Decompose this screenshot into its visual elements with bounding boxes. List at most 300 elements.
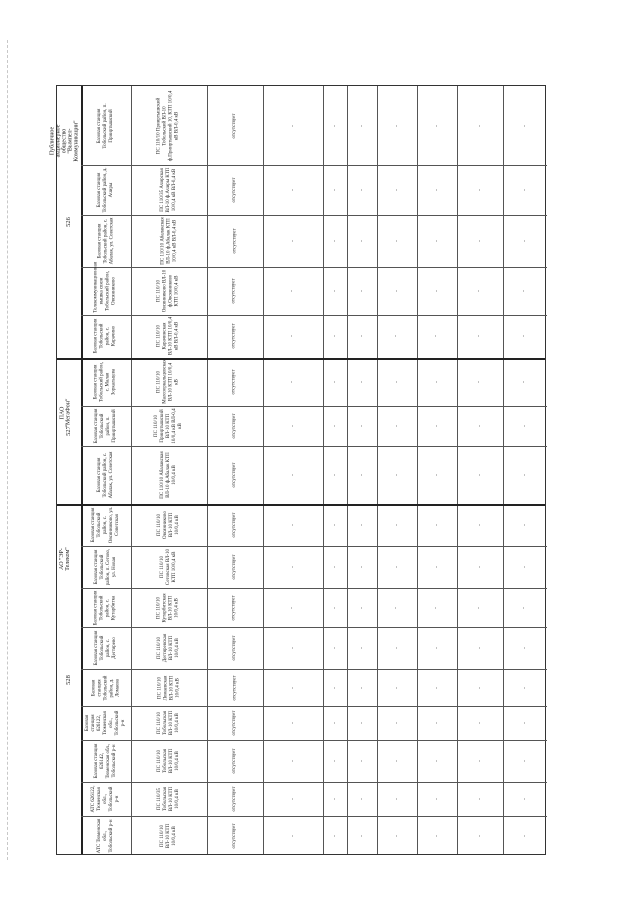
- empty-value-cell: [417, 627, 457, 669]
- empty-value-cell-text: -: [359, 647, 365, 650]
- power-line-cell: [131, 782, 207, 816]
- status-cell: [207, 406, 263, 446]
- empty-value-cell-text: -: [289, 335, 296, 338]
- power-line-cell-text: ПС 110/10 Тобольская ВЛ-10 КТП 10/0,4 кВ: [157, 748, 180, 774]
- empty-value-cell: [377, 446, 417, 504]
- empty-value-cell: [417, 669, 457, 706]
- empty-value-cell: [457, 782, 503, 816]
- site-address-cell-text: Базовая станция 626122, Тюменская обл., Тобольский р-н: [85, 710, 126, 736]
- empty-value-cell: [263, 740, 323, 782]
- empty-value-cell-text: -: [522, 798, 528, 801]
- empty-value-cell-text: -: [393, 606, 400, 609]
- power-line-cell-text: ПС 110/35 Тобольская ВЛ-10 КТП 10/0,4 кВ: [157, 786, 180, 812]
- empty-value-cell-text: -: [332, 240, 338, 243]
- empty-value-cell-text: -: [359, 686, 365, 689]
- empty-value-cell-text: -: [332, 647, 338, 650]
- empty-value-cell-text: -: [522, 565, 528, 568]
- power-line-cell-text: ПС 110/10 Абалакская ВЛ-10 ф.Абалак КТП 10/0,4 кВ ВЛ-0,4 кВ: [159, 217, 177, 265]
- status-cell: [207, 86, 263, 165]
- empty-value-cell-text: -: [433, 335, 440, 338]
- empty-value-cell-text: -: [359, 834, 365, 837]
- empty-value-cell-text: -: [290, 188, 296, 191]
- row-number: 527: [65, 426, 72, 436]
- empty-value-cell: [347, 546, 377, 588]
- empty-value-cell: [263, 627, 323, 669]
- empty-value-cell-text: -: [332, 798, 338, 801]
- empty-value-cell: [347, 165, 377, 215]
- empty-value-cell-text: -: [359, 473, 365, 476]
- empty-value-cell-text: -: [434, 290, 440, 293]
- empty-value-cell: [503, 504, 547, 546]
- empty-value-cell: [377, 816, 417, 856]
- empty-value-cell: [457, 267, 503, 314]
- status-cell-text: отсутствует: [232, 710, 237, 736]
- empty-value-cell-text: -: [332, 124, 338, 127]
- site-address-cell: [81, 588, 131, 627]
- power-line-cell: [131, 740, 207, 782]
- empty-value-cell-text: -: [434, 523, 440, 526]
- empty-value-cell-text: -: [290, 760, 296, 763]
- empty-value-cell: [503, 165, 547, 215]
- status-cell-text: отсутствует: [232, 635, 237, 661]
- empty-value-cell-text: -: [434, 760, 440, 763]
- empty-value-cell: [377, 358, 417, 405]
- status-cell-text: отсутствует: [231, 823, 237, 849]
- site-address-cell-text: Базовая станция Тобольский район, с. Кутарбитка: [93, 590, 117, 625]
- empty-value-cell: [347, 627, 377, 669]
- empty-value-cell-text: -: [289, 834, 296, 837]
- status-cell-text: отсутствует: [231, 595, 237, 621]
- empty-value-cell-text: -: [477, 124, 483, 127]
- site-address-cell: [81, 782, 131, 816]
- empty-value-cell-text: -: [434, 647, 440, 650]
- empty-value-cell-text: -: [359, 565, 365, 568]
- status-cell-text: отсутствует: [232, 748, 237, 774]
- empty-value-cell: [263, 358, 323, 405]
- empty-value-cell-text: -: [522, 722, 528, 725]
- empty-value-cell-text: -: [521, 424, 528, 427]
- empty-value-cell: [503, 215, 547, 268]
- empty-value-cell-text: -: [290, 798, 296, 801]
- empty-value-cell-text: -: [359, 606, 365, 609]
- status-cell: [207, 627, 263, 669]
- empty-value-cell: [503, 740, 547, 782]
- empty-value-cell-text: -: [359, 523, 365, 526]
- empty-value-cell: [323, 165, 347, 215]
- empty-value-cell-text: -: [434, 686, 440, 689]
- site-address-cell: [81, 406, 131, 446]
- empty-value-cell-text: -: [477, 686, 483, 689]
- empty-value-cell: [417, 546, 457, 588]
- empty-value-cell-text: -: [521, 834, 528, 837]
- status-cell-text: отсутствует: [231, 369, 237, 395]
- site-address-cell: [81, 165, 131, 215]
- empty-value-cell-text: -: [477, 798, 483, 801]
- empty-value-cell: [457, 816, 503, 856]
- power-line-cell-text: ПС 110/10 Сетовская ВЛ-10 КТП 10/0,4 кВ: [160, 548, 177, 586]
- power-line-cell: [131, 406, 207, 446]
- empty-value-cell: [503, 627, 547, 669]
- site-address-cell-text: Базовая станция Тобольский район, д. Ломаева: [91, 675, 120, 701]
- status-cell: [207, 588, 263, 627]
- empty-value-cell: [323, 446, 347, 504]
- empty-value-cell-text: -: [522, 647, 528, 650]
- empty-value-cell-text: -: [522, 760, 528, 763]
- empty-value-cell-text: -: [393, 424, 400, 427]
- site-address-cell-text: Базовая станция Тобольский район, с. Дегтярево: [94, 630, 117, 666]
- empty-value-cell: [263, 86, 323, 165]
- empty-value-cell-text: -: [332, 424, 338, 427]
- empty-value-cell-text: -: [290, 523, 296, 526]
- empty-value-cell: [263, 504, 323, 546]
- empty-value-cell: [503, 816, 547, 856]
- empty-value-cell: [377, 706, 417, 740]
- power-line-cell: [131, 706, 207, 740]
- empty-value-cell: [347, 782, 377, 816]
- empty-value-cell-text: -: [359, 240, 365, 243]
- empty-value-cell-text: -: [359, 124, 365, 127]
- empty-value-cell-text: -: [522, 523, 528, 526]
- site-address-cell: [81, 816, 131, 856]
- empty-value-cell: [323, 740, 347, 782]
- empty-value-cell-text: -: [332, 523, 338, 526]
- empty-value-cell-text: -: [289, 606, 296, 609]
- empty-value-cell: [457, 504, 503, 546]
- scan-fold-line: [7, 40, 8, 860]
- site-address-cell: [81, 446, 131, 504]
- empty-value-cell: [347, 446, 377, 504]
- empty-value-cell: [323, 588, 347, 627]
- empty-value-cell-text: -: [433, 424, 440, 427]
- empty-value-cell: [457, 706, 503, 740]
- empty-value-cell-text: -: [359, 722, 365, 725]
- power-line-cell-text: ПС 110/10 Кутарбитская ВЛ-10 КТП 10/0,4 кВ: [156, 593, 180, 623]
- empty-value-cell-text: -: [290, 647, 296, 650]
- empty-value-cell-text: -: [477, 565, 483, 568]
- empty-value-cell: [457, 740, 503, 782]
- organization-name-cell: [50, 86, 81, 196]
- power-line-cell-text: ПС 110/10 Овсянниково ВЛ-10 КТП 10/0,4 кВ: [157, 510, 180, 539]
- empty-value-cell: [457, 627, 503, 669]
- empty-value-cell-text: -: [521, 380, 528, 383]
- empty-value-cell: [377, 669, 417, 706]
- site-address-cell-text: Базовая станция Тобольский район, с. Карачино: [93, 319, 117, 354]
- empty-value-cell-text: -: [394, 523, 400, 526]
- empty-value-cell: [347, 406, 377, 446]
- status-cell: [207, 816, 263, 856]
- status-cell: [207, 504, 263, 546]
- empty-value-cell-text: -: [359, 760, 365, 763]
- status-cell-text: отсутствует: [231, 278, 237, 304]
- empty-value-cell: [347, 358, 377, 405]
- power-line-cell-text: ПС 110/10 Прииртышский Тобольский ВЛ-10 ф.Прииртышский 10, КТП 10/0,4 кВ ВЛ-0,4 кВ: [156, 90, 180, 161]
- empty-value-cell-text: -: [359, 380, 365, 383]
- empty-value-cell-text: -: [433, 606, 440, 609]
- status-cell: [207, 165, 263, 215]
- empty-value-cell-text: -: [394, 380, 400, 383]
- empty-value-cell: [347, 816, 377, 856]
- site-address-cell-text: Базовая станция Тобольский район, д. Ачиры: [97, 167, 114, 213]
- empty-value-cell-text: -: [522, 188, 528, 191]
- empty-value-cell-text: -: [477, 240, 483, 243]
- empty-value-cell: [323, 546, 347, 588]
- status-cell-text: отсутствует: [232, 554, 237, 580]
- status-cell: [207, 546, 263, 588]
- empty-value-cell: [503, 406, 547, 446]
- empty-value-cell: [263, 546, 323, 588]
- empty-value-cell-text: -: [394, 290, 400, 293]
- empty-value-cell: [263, 267, 323, 314]
- power-line-cell-text: ПС 110/10 Малозоркальцевская ВЛ-10 КТП 10/0,4 кВ: [156, 359, 180, 404]
- status-cell-text: отсутствует: [232, 462, 237, 488]
- status-cell: [207, 740, 263, 782]
- empty-value-cell-text: -: [476, 834, 483, 837]
- empty-value-cell-text: -: [289, 380, 296, 383]
- empty-value-cell: [377, 315, 417, 358]
- power-line-cell-text: ПС 110/10 ВЛ-10 КТП 10/0,4 кВ: [159, 823, 177, 849]
- empty-value-cell: [377, 504, 417, 546]
- empty-value-cell: [347, 267, 377, 314]
- empty-value-cell: [263, 816, 323, 856]
- site-address-cell: [81, 315, 131, 358]
- empty-value-cell-text: -: [521, 290, 528, 293]
- empty-value-cell: [417, 706, 457, 740]
- site-address-cell-text: Базовая станция 626142, Тюменская обл., Тобольский р-н: [94, 743, 117, 779]
- empty-value-cell: [457, 588, 503, 627]
- power-line-cell: [131, 588, 207, 627]
- empty-value-cell: [347, 315, 377, 358]
- power-line-cell: [131, 504, 207, 546]
- power-line-cell-text: ПС 110/10 Овсянниково ВЛ-10 ф.Овсянниково КТП 10/0,4 кВ: [156, 269, 180, 313]
- power-line-cell: [131, 358, 207, 405]
- empty-value-cell-text: -: [393, 335, 400, 338]
- empty-value-cell-text: -: [290, 686, 296, 689]
- site-address-cell-text: Базовая станция Тобольский район, с. Абалак, ул. Советская: [97, 451, 114, 499]
- empty-value-cell-text: -: [434, 188, 440, 191]
- empty-value-cell: [377, 740, 417, 782]
- empty-value-cell: [417, 215, 457, 268]
- power-line-cell: [131, 627, 207, 669]
- status-cell-text: отсутствует: [232, 675, 237, 701]
- organization-name-cell: [59, 504, 71, 614]
- empty-value-cell: [417, 816, 457, 856]
- status-cell-text: отсутствует: [232, 177, 237, 203]
- empty-value-cell-text: -: [289, 290, 296, 293]
- empty-value-cell: [347, 669, 377, 706]
- power-line-cell: [131, 165, 207, 215]
- empty-value-cell: [457, 546, 503, 588]
- empty-value-cell: [417, 782, 457, 816]
- status-cell: [207, 706, 263, 740]
- empty-value-cell: [503, 588, 547, 627]
- empty-value-cell-text: -: [521, 335, 528, 338]
- empty-value-cell-text: -: [332, 565, 338, 568]
- empty-value-cell-text: -: [476, 380, 483, 383]
- status-cell: [207, 315, 263, 358]
- empty-value-cell: [457, 358, 503, 405]
- empty-value-cell: [263, 446, 323, 504]
- site-address-cell: [81, 546, 131, 588]
- empty-value-cell: [417, 267, 457, 314]
- empty-value-cell-text: -: [477, 722, 483, 725]
- empty-value-cell: [417, 86, 457, 165]
- site-address-cell: [81, 627, 131, 669]
- empty-value-cell: [503, 669, 547, 706]
- empty-value-cell: [263, 406, 323, 446]
- empty-value-cell: [377, 267, 417, 314]
- empty-value-cell-text: -: [394, 798, 400, 801]
- power-line-cell-text: ПС 110/10 Ломаевская ВЛ-10 КТП 10/0,4 кВ: [157, 675, 180, 701]
- empty-value-cell-text: -: [477, 523, 483, 526]
- empty-value-cell: [417, 358, 457, 405]
- empty-value-cell: [323, 816, 347, 856]
- empty-value-cell-text: -: [332, 760, 338, 763]
- empty-value-cell-text: -: [332, 290, 338, 293]
- empty-value-cell: [377, 86, 417, 165]
- empty-value-cell-text: -: [394, 647, 400, 650]
- status-cell-text: отсутствует: [231, 228, 237, 254]
- empty-value-cell-text: -: [394, 686, 400, 689]
- empty-value-cell-text: -: [332, 606, 338, 609]
- empty-value-cell: [503, 546, 547, 588]
- empty-value-cell-text: -: [522, 240, 528, 243]
- empty-value-cell-text: -: [521, 606, 528, 609]
- status-cell-text: отсутствует: [232, 786, 237, 812]
- status-cell-text: отсутствует: [231, 413, 237, 439]
- empty-value-cell: [377, 165, 417, 215]
- empty-value-cell-text: -: [394, 240, 400, 243]
- organization-name-cell: [59, 358, 71, 468]
- empty-value-cell-text: -: [434, 124, 440, 127]
- empty-value-cell: [323, 782, 347, 816]
- empty-value-cell: [377, 782, 417, 816]
- empty-value-cell: [417, 315, 457, 358]
- empty-value-cell: [323, 627, 347, 669]
- empty-value-cell-text: -: [359, 290, 365, 293]
- data-table: [50, 85, 546, 855]
- empty-value-cell-text: -: [476, 424, 483, 427]
- empty-value-cell-text: -: [359, 188, 365, 191]
- empty-value-cell-text: -: [434, 473, 440, 476]
- site-address-cell-text: Базовая станция Тобольский район, п. Прииртышский: [97, 102, 114, 149]
- empty-value-cell-text: -: [434, 798, 440, 801]
- site-address-cell: [81, 740, 131, 782]
- empty-value-cell-text: -: [289, 424, 296, 427]
- empty-value-cell: [347, 504, 377, 546]
- empty-value-cell: [263, 669, 323, 706]
- site-address-cell-text: Базовая станция Тобольский район, п. Сетово, ул. Новая: [94, 548, 117, 586]
- empty-value-cell: [417, 446, 457, 504]
- empty-value-cell: [377, 588, 417, 627]
- empty-value-cell: [347, 86, 377, 165]
- empty-value-cell: [323, 504, 347, 546]
- status-cell: [207, 215, 263, 268]
- empty-value-cell-text: -: [332, 473, 338, 476]
- empty-value-cell-text: -: [359, 424, 365, 427]
- site-address-cell-text: Базовая станция Тобольский район, п. Прииртышский: [93, 408, 117, 443]
- empty-value-cell: [347, 215, 377, 268]
- empty-value-cell: [503, 782, 547, 816]
- status-cell: [207, 782, 263, 816]
- row-number: 526: [65, 217, 72, 227]
- empty-value-cell: [347, 588, 377, 627]
- empty-value-cell: [503, 315, 547, 358]
- empty-value-cell: [323, 215, 347, 268]
- empty-value-cell-text: -: [477, 760, 483, 763]
- empty-value-cell-text: -: [332, 188, 338, 191]
- empty-value-cell-text: -: [332, 722, 338, 725]
- empty-value-cell-text: -: [476, 335, 483, 338]
- empty-value-cell: [323, 706, 347, 740]
- empty-value-cell: [503, 706, 547, 740]
- empty-value-cell-text: -: [393, 834, 400, 837]
- empty-value-cell: [457, 315, 503, 358]
- empty-value-cell-text: -: [476, 606, 483, 609]
- empty-value-cell: [377, 546, 417, 588]
- organization-name: ПАО "МегаФон": [59, 398, 72, 428]
- empty-value-cell-text: -: [434, 722, 440, 725]
- site-address-cell: [81, 358, 131, 405]
- power-line-cell-text: ПС 110/10 Карачинская ВЛ-10 КТП 10/0,4 кВ ВЛ-0,4 кВ: [156, 317, 180, 356]
- site-address-cell-text: АТС 626122, Тюменская обл., Тобольский р-н: [91, 785, 120, 813]
- empty-value-cell: [417, 588, 457, 627]
- empty-value-cell-text: -: [477, 188, 483, 191]
- empty-value-cell-text: -: [394, 473, 400, 476]
- empty-value-cell: [417, 406, 457, 446]
- empty-value-cell: [503, 446, 547, 504]
- site-address-cell-text: АТС Тюменская обл., Тобольский р-н: [96, 818, 114, 854]
- empty-value-cell: [503, 86, 547, 165]
- empty-value-cell: [417, 740, 457, 782]
- empty-value-cell-text: -: [522, 686, 528, 689]
- empty-value-cell: [377, 215, 417, 268]
- empty-value-cell-text: -: [359, 798, 365, 801]
- empty-value-cell-text: -: [359, 335, 365, 338]
- empty-value-cell: [417, 504, 457, 546]
- empty-value-cell: [347, 706, 377, 740]
- power-line-cell: [131, 546, 207, 588]
- empty-value-cell: [503, 358, 547, 405]
- empty-value-cell: [263, 165, 323, 215]
- status-cell: [207, 267, 263, 314]
- empty-value-cell: [263, 315, 323, 358]
- empty-value-cell: [377, 406, 417, 446]
- power-line-cell: [131, 267, 207, 314]
- empty-value-cell-text: -: [394, 722, 400, 725]
- empty-value-cell: [323, 86, 347, 165]
- empty-value-cell: [323, 358, 347, 405]
- site-address-cell: [81, 262, 131, 314]
- empty-value-cell: [457, 215, 503, 268]
- power-line-cell: [131, 86, 207, 165]
- power-line-cell-text: ПС 110/10 Прииртышский ВЛ-10 КТП 10/0,4 кВ ВЛ-0,4 кВ: [153, 407, 183, 444]
- site-address-cell: [81, 86, 131, 165]
- empty-value-cell: [457, 406, 503, 446]
- empty-value-cell: [263, 706, 323, 740]
- empty-value-cell: [377, 627, 417, 669]
- site-address-cell-text: Телекоммуникационная вышка связи Тобольский район, Овсянниково: [93, 262, 117, 313]
- site-address-cell-text: Базовая станция Тобольский район, с. Абалак, ул. Советская: [96, 217, 114, 265]
- site-address-cell: [81, 706, 131, 740]
- empty-value-cell-text: -: [522, 473, 528, 476]
- empty-value-cell: [457, 165, 503, 215]
- empty-value-cell: [323, 267, 347, 314]
- empty-value-cell: [323, 315, 347, 358]
- empty-value-cell-text: -: [394, 124, 400, 127]
- status-cell-text: отсутствует: [232, 512, 237, 538]
- empty-value-cell-text: -: [434, 380, 440, 383]
- empty-value-cell: [417, 165, 457, 215]
